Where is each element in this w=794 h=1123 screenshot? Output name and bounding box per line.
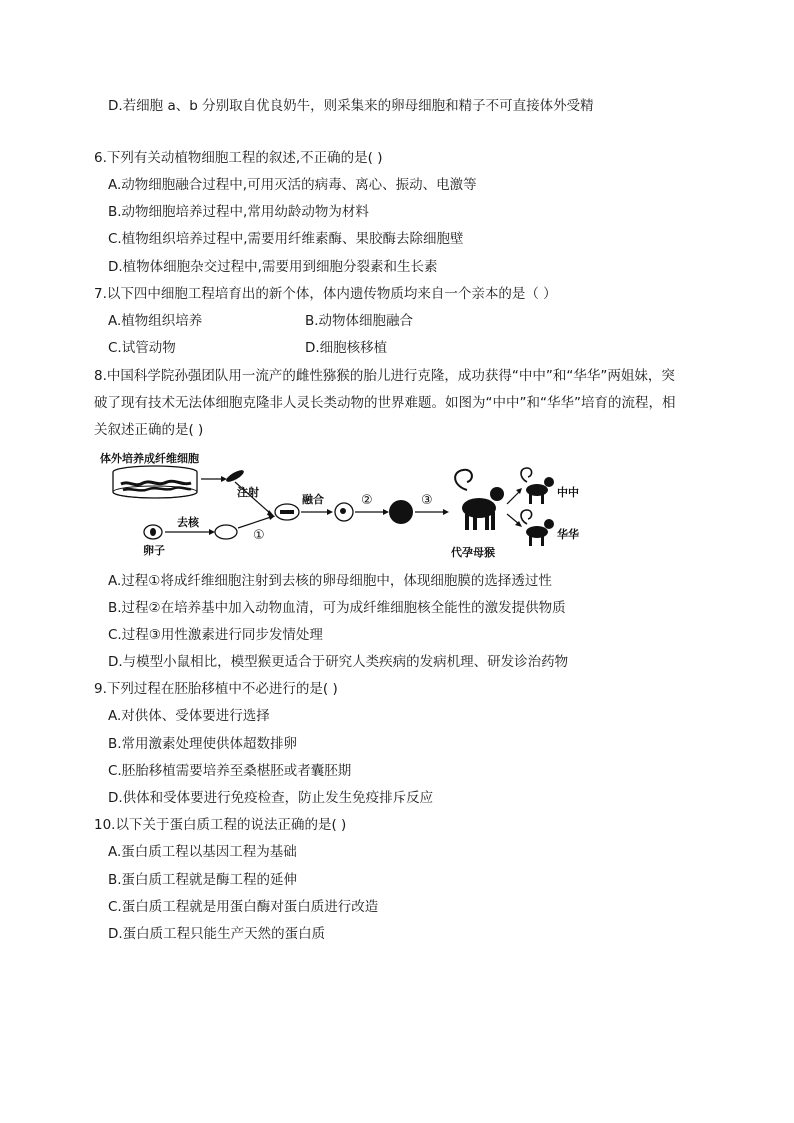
q9-option-a: A.对供体、受体要进行选择 (108, 708, 270, 724)
monkey-1-label: 中中 (557, 486, 579, 499)
q9-option-b: B.常用激素处理使供体超数排卵 (108, 736, 298, 752)
embryo-icon (389, 500, 413, 524)
offspring-monkey-2-icon (521, 510, 554, 546)
step-3-label: ③ (421, 493, 433, 508)
q7-option-b: B.动物体细胞融合 (305, 313, 414, 329)
surrogate-label: 代孕母猴 (451, 546, 495, 559)
q7-stem: 7.以下四中细胞工程培育出的新个体，体内遗传物质均来自一个亲本的是（ ） (94, 286, 557, 302)
fusion-label: 融合 (302, 493, 324, 506)
q6-option-a: A.动物细胞融合过程中,可用灭活的病毒、离心、振动、电激等 (108, 177, 477, 193)
q6-option-d: D.植物体细胞杂交过程中,需要用到细胞分裂素和生长素 (108, 259, 438, 275)
q8-stem-line-3: 关叙述正确的是( ) (94, 422, 204, 438)
q10-option-b: B.蛋白质工程就是酶工程的延伸 (108, 872, 298, 888)
egg-cell-icon (144, 525, 162, 539)
q8-option-a: A.过程①将成纤维细胞注射到去核的卵母细胞中，体现细胞膜的选择透过性 (108, 573, 552, 589)
q6-option-b: B.动物细胞培养过程中,常用幼龄动物为材料 (108, 204, 369, 220)
reconstructed-cell-icon (335, 503, 353, 521)
q8-option-b: B.过程②在培养基中加入动物血清，可为成纤维细胞核全能性的激发提供物质 (108, 600, 566, 616)
offspring-monkey-1-icon (521, 468, 554, 504)
q6-option-c: C.植物组织培养过程中,需要用纤维素酶、果胶酶去除细胞壁 (108, 231, 464, 247)
q9-option-d: D.供体和受体要进行免疫检查，防止发生免疫排斥反应 (108, 790, 434, 806)
q9-option-c: C.胚胎移植需要培养至桑椹胚或者囊胚期 (108, 763, 352, 779)
enucleated-egg-icon (215, 525, 237, 539)
culture-dish-icon (113, 466, 197, 498)
q8-stem-line-1: 8.中国科学院孙强团队用一流产的雌性猕猴的胎儿进行克隆，成功获得“中中”和“华华”两姐妹，突 (94, 368, 675, 384)
injection-needle-icon (225, 468, 246, 484)
q5-option-d: D.若细胞 a、b 分别取自优良奶牛，则采集来的卵母细胞和精子不可直接体外受精 (108, 98, 594, 114)
q10-option-a: A.蛋白质工程以基因工程为基础 (108, 844, 297, 860)
q7-option-c: C.试管动物 (108, 340, 176, 356)
egg-label: 卵子 (143, 544, 165, 557)
monkey-2-label: 华华 (557, 528, 579, 541)
q6-stem: 6.下列有关动植物细胞工程的叙述,不正确的是( ) (94, 150, 383, 166)
enucleate-label: 去核 (177, 516, 199, 529)
q7-option-d: D.细胞核移植 (305, 340, 388, 356)
fused-cell-icon (275, 504, 299, 520)
q10-stem: 10.以下关于蛋白质工程的说法正确的是( ) (94, 817, 347, 833)
surrogate-monkey-icon (455, 470, 504, 530)
q8-stem-line-2: 破了现有技术无法体细胞克隆非人灵长类动物的世界难题。如图为“中中”和“华华”培育的流程，相 (94, 395, 676, 411)
culture-label: 体外培养成纤维细胞 (100, 452, 199, 465)
q10-option-d: D.蛋白质工程只能生产天然的蛋白质 (108, 926, 326, 942)
cloning-flow-diagram (95, 446, 590, 564)
q7-option-a: A.植物组织培养 (108, 313, 203, 329)
step-2-label: ② (361, 493, 373, 508)
inject-label: 注射 (237, 486, 259, 499)
q9-stem: 9.下列过程在胚胎移植中不必进行的是( ) (94, 681, 338, 697)
q8-option-d: D.与模型小鼠相比，模型猴更适合于研究人类疾病的发病机理、研发诊治药物 (108, 654, 569, 670)
q8-option-c: C.过程③用性激素进行同步发情处理 (108, 627, 323, 643)
q10-option-c: C.蛋白质工程就是用蛋白酶对蛋白质进行改造 (108, 899, 379, 915)
step-1-label: ① (253, 528, 265, 543)
